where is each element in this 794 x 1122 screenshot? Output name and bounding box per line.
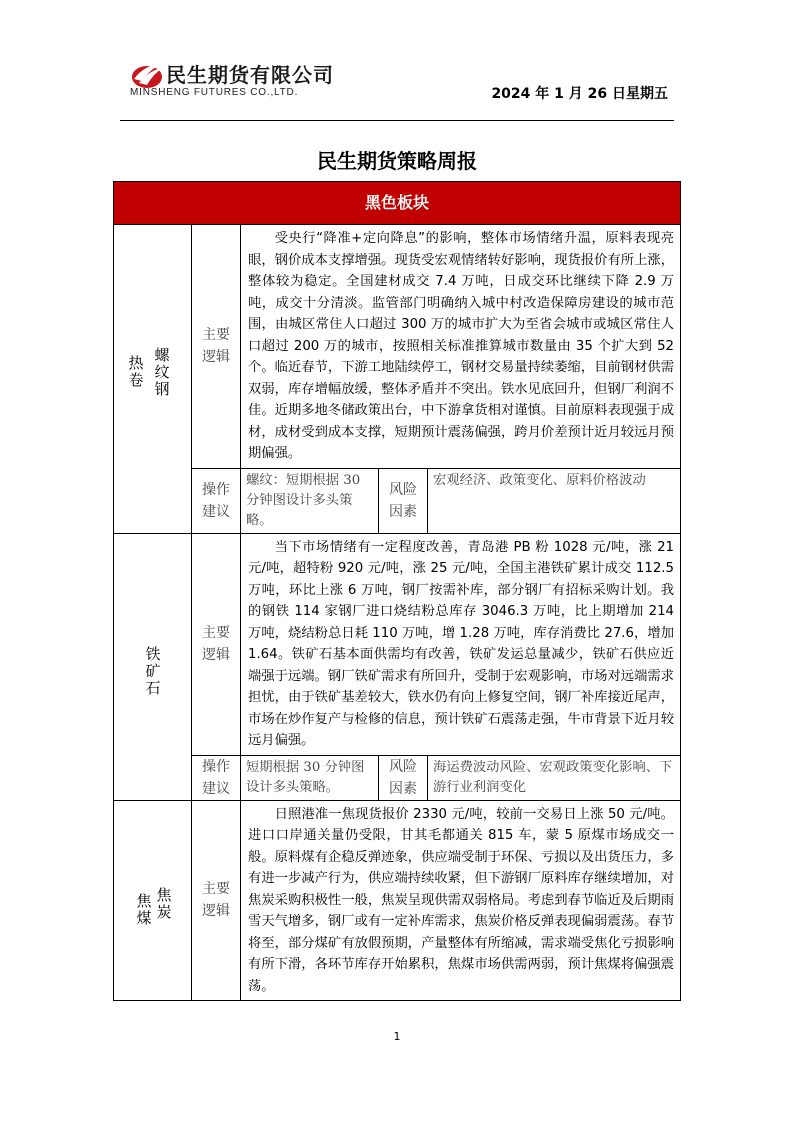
logic-text: 日照港准一焦现货报价 2330 元/吨，较前一交易日上涨 50 元/吨。进口口岸通关量仍受限，甘其毛都通关 815 车，蒙 5 原煤市场成交一般。原料煤有企稳反弹迹象，供应端受制于环保、亏损以及出货压力，多有进一步减产行为，供应端持续收紧，但下游钢厂原料库存继续增加，对焦炭采购积极性一般，焦炭呈现供需双弱格局。考虑到春节临近及后期雨雪天气增多，钢厂或有一定补库需求，焦炭价格反弹表现偏弱震荡。春节将至，部分煤矿有放假预期，产量整体有所缩减，需求端受焦化亏损影响有所下滑，各环节库存开始累积，焦煤市场供需两弱，预计焦煤将偏强震荡。: [248, 806, 674, 994]
commodity-name-coking-coal: 焦煤: [136, 891, 152, 927]
advice-row: [192, 469, 680, 533]
section-rebar-hotcoil: [114, 225, 680, 534]
logic-label: 主要逻辑: [202, 881, 230, 920]
commodity-name-iron-ore: 铁矿石: [145, 644, 161, 697]
header-divider: [120, 120, 674, 121]
risk-text: 海运费波动风险、宏观政策变化影响、下游行业利润变化: [433, 759, 673, 795]
logic-label-cell: [192, 225, 241, 468]
report-date: 2024 年 1 月 26 日星期五: [491, 86, 668, 102]
logic-row: [192, 801, 680, 1001]
logic-label-cell: [192, 801, 241, 1001]
section-iron-ore: [114, 534, 680, 801]
logic-label: 主要逻辑: [202, 327, 230, 366]
commodity-name-coke: 焦炭: [156, 885, 172, 921]
commodity-name-cell: [114, 225, 192, 533]
op-label: 操作建议: [202, 481, 230, 520]
commodity-name-rebar: 螺纹钢: [154, 346, 170, 398]
logic-text: 受央行“降准+定向降息”的影响，整体市场情绪升温，原料表现亮眼，钢价成本支撑增强。现货受宏观情绪转好影响，现货报价有所上涨，整体较为稳定。全国建材成交 7.4 万吨，日成交环比继续下降 2.9 万吨，成交十分清淡。监管部门明确纳入城中村改造保障房建设的城市范围，由城区常住人口超过 300 万的城市扩大为至省会城市或城区常住人口超过 200 万的城市，按照相关标准推算城市数量由 35 个扩大到 52 个。临近春节，下游工地陆续停工，钢材交易量持续萎缩，目前钢材供需双弱，库存增幅放缓，整体矛盾并不突出。铁水见底回升，但钢厂利润不佳。近期多地冬储政策出台，中下游拿货相对谨慎。目前原料表现强于成材，成材受到成本支撑，短期预计震荡偏强，跨月价差预计近月较远月预期偏强。: [248, 231, 674, 461]
logo-chinese-name: 民生期货有限公司: [166, 63, 334, 87]
logic-label: 主要逻辑: [202, 625, 230, 663]
risk-label: 风险因素: [389, 758, 417, 797]
section-coking-coal-coke: [114, 801, 680, 1001]
logic-label-cell: [192, 534, 241, 755]
logic-text: 当下市场情绪有一定程度改善，青岛港 PB 粉 1028 元/吨，涨 21 元/吨，超特粉 920 元/吨，涨 25 元/吨，全国主港铁矿累计成交 112.5 万吨，环比上涨 6 万吨，钢厂按需补库，部分钢厂有招标采购计划。我的钢铁 114 家钢厂进口烧结粉总库存 3046.3 万吨，比上期增加 214 万吨，烧结粉总日耗 110 万吨，增 1.28 万吨，库存消费比 27.6，增加 1.64。铁矿石基本面供需均有改善，铁矿发运总量减少，铁矿石供应近端强于远端。钢厂铁矿需求有所回升，受制于宏观影响，市场对远端需求担忧，由于铁矿基差较大，铁水仍有向上修复空间，钢厂补库接近尾声，市场在炒作复产与检修的信息，预计铁矿石震荡走强，牛市背景下近月较远月偏强。: [248, 539, 674, 748]
company-logo: [130, 57, 370, 101]
page-number: 1: [393, 1030, 401, 1043]
sector-band: 黑色板块: [114, 182, 680, 225]
commodity-name-hotcoil: 热卷: [128, 354, 144, 389]
op-text: 短期根据 30 分钟图设计多头策略。: [241, 756, 379, 800]
logic-row: [192, 534, 680, 756]
strategy-table: [113, 181, 681, 1001]
risk-label-cell: [379, 756, 428, 800]
commodity-name-cell: [114, 534, 192, 800]
logo-english-name: MINSHENG FUTURES CO.,LTD.: [130, 87, 299, 98]
op-text: 螺纹：短期根据 30 分钟图设计多头策略。: [241, 469, 379, 533]
risk-label-cell: [379, 469, 428, 533]
risk-text: 宏观经济、政策变化、原料价格波动: [433, 472, 646, 488]
op-label: 操作建议: [202, 758, 230, 797]
commodity-name-cell: [114, 801, 192, 1001]
report-title: 民生期货策略周报: [317, 149, 477, 173]
op-label-cell: [192, 756, 241, 800]
op-label-cell: [192, 469, 241, 533]
minsheng-logo-icon: [130, 57, 166, 91]
logic-row: [192, 225, 680, 469]
risk-label: 风险因素: [389, 481, 417, 520]
advice-row: [192, 756, 680, 800]
